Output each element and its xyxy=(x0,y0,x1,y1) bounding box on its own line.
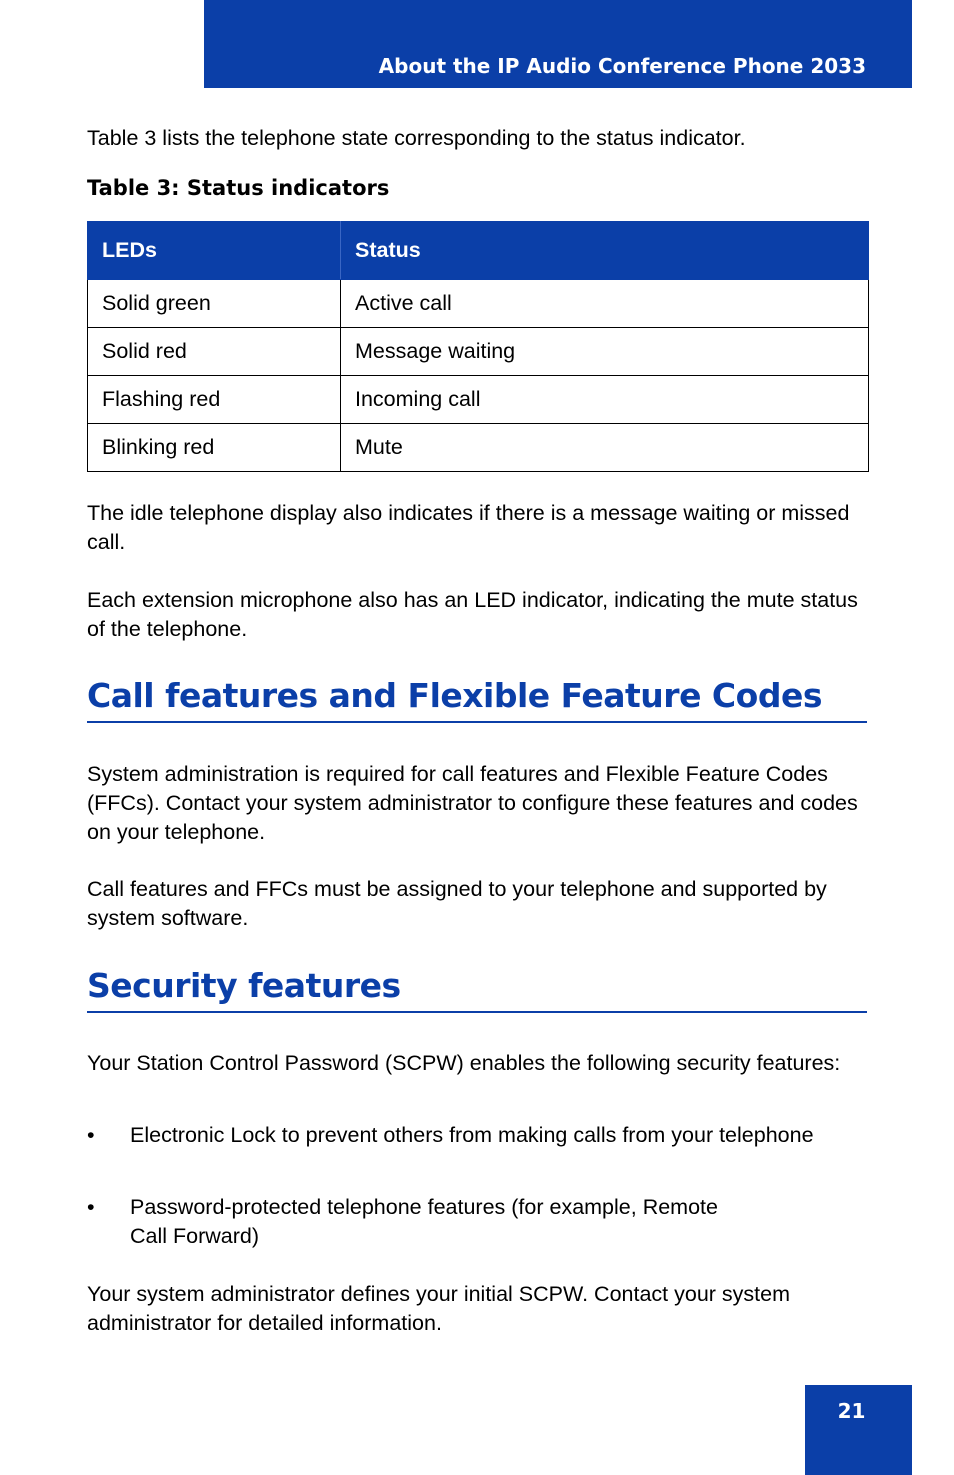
table-row xyxy=(88,376,869,424)
header-title: About the IP Audio Conference Phone 2033 xyxy=(378,54,866,78)
bullet-text: Password-protected telephone features (for example, Remote Call Forward) xyxy=(130,1195,718,1248)
extension-mic-paragraph: Each extension microphone also has an LED indicator, indicating the mute status of the telephone. xyxy=(87,588,858,641)
table-caption: Table 3: Status indicators xyxy=(87,176,390,200)
table-cell-led: Blinking red xyxy=(88,424,341,472)
idle-display-paragraph: The idle telephone display also indicates if there is a message waiting or missed call. xyxy=(87,501,850,554)
call-features-paragraph-2: Call features and FFCs must be assigned to your telephone and supported by system software. xyxy=(87,877,827,930)
bullet-item xyxy=(87,1121,877,1179)
page-number: 21 xyxy=(837,1399,866,1423)
column-header-status: Status xyxy=(341,222,869,280)
header-bar xyxy=(204,0,912,88)
status-indicators-table xyxy=(87,221,869,472)
bullet-text: Electronic Lock to prevent others from making calls from your telephone xyxy=(130,1123,814,1147)
table-row xyxy=(88,424,869,472)
table-row xyxy=(88,280,869,328)
call-features-heading: Call features and Flexible Feature Codes xyxy=(87,676,867,723)
table-cell-status: Mute xyxy=(341,424,869,472)
table-header-row xyxy=(88,222,869,280)
page-number-box xyxy=(805,1385,912,1475)
table-row xyxy=(88,328,869,376)
table-cell-status: Incoming call xyxy=(341,376,869,424)
bullet-mark: • xyxy=(87,1123,95,1147)
security-closing-paragraph: Your system administrator defines your initial SCPW. Contact your system administrator for detailed information. xyxy=(87,1282,791,1335)
security-intro-paragraph: Your Station Control Password (SCPW) enables the following security features: xyxy=(87,1051,841,1075)
table-cell-led: Flashing red xyxy=(88,376,341,424)
security-features-heading: Security features xyxy=(87,966,867,1013)
bullet-item xyxy=(87,1193,877,1251)
table-cell-led: Solid red xyxy=(88,328,341,376)
column-header-leds: LEDs xyxy=(88,222,341,280)
table-cell-status: Message waiting xyxy=(341,328,869,376)
table-cell-led: Solid green xyxy=(88,280,341,328)
bullet-mark: • xyxy=(87,1195,95,1219)
call-features-paragraph-1: System administration is required for call features and Flexible Feature Codes (FFCs). Contact your system administrator to configure these features and codes on your telephone. xyxy=(87,762,858,844)
intro-paragraph: Table 3 lists the telephone state corresponding to the status indicator. xyxy=(87,126,746,150)
table-cell-status: Active call xyxy=(341,280,869,328)
